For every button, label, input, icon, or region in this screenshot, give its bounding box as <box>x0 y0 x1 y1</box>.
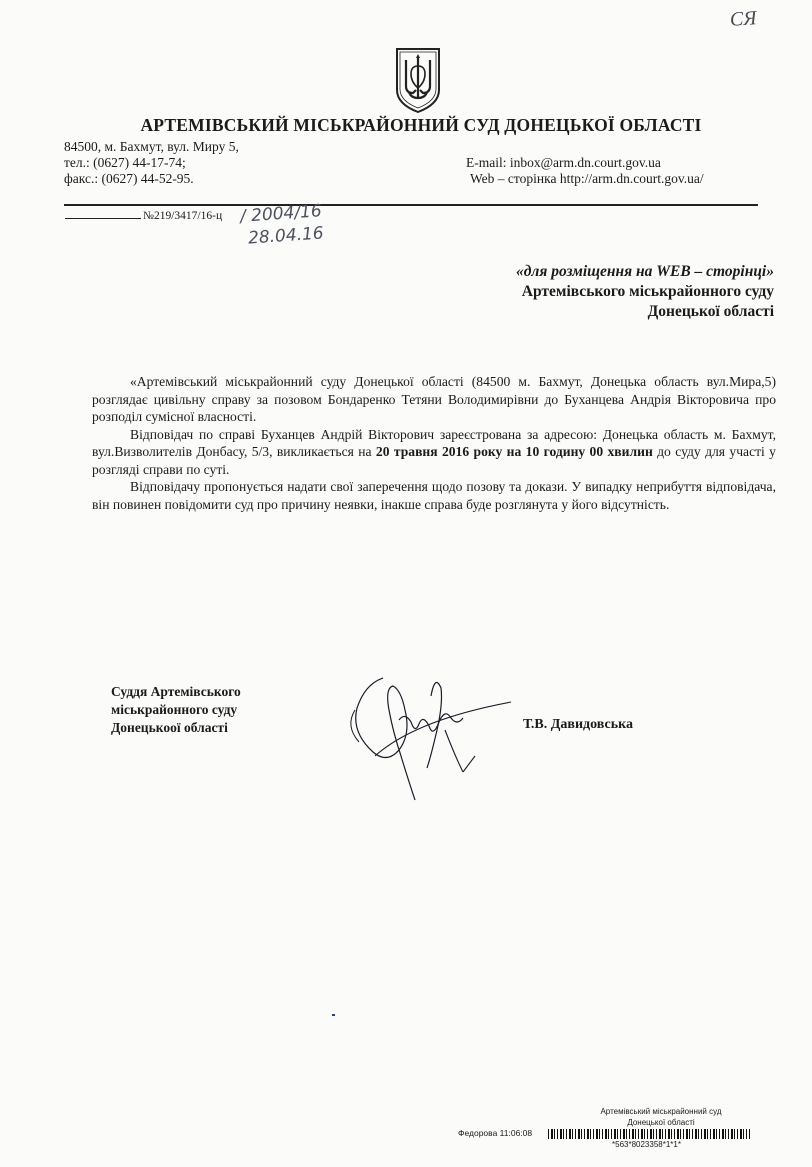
paragraph-2-start: Відповідач по справі Буханцев Андрій Вікторович зареєстрована за адресою: Донецька область м. Бахмут, вул.Визволителів Донбасу, 5/3, викликається на <box>92 426 776 459</box>
stamp-user-time: Федорова 11:06:08 <box>458 1128 533 1138</box>
addressee-line-3: Донецької області <box>647 303 774 320</box>
judge-title-line-1: Суддя Артемівського <box>111 684 241 699</box>
judge-title-line-2: міськрайонного суду <box>111 702 238 717</box>
notice-body <box>92 373 776 513</box>
coat-of-arms-icon <box>394 46 442 114</box>
corner-handwritten-mark: СЯ <box>729 7 758 31</box>
addressee-block <box>516 262 774 322</box>
barcode-number: *563*8023358*1*1* <box>612 1140 681 1149</box>
handwritten-signature <box>335 660 515 810</box>
ink-dot <box>332 1014 335 1016</box>
court-website: Web – сторінка http://arm.dn.court.gov.ua/ <box>470 171 704 186</box>
paragraph-2-end: до суду для участі у розгляді справи по суті. <box>92 444 776 477</box>
court-address: 84500, м. Бахмут, вул. Миру 5, <box>64 139 239 154</box>
hearing-date: 20 травня 2016 року на 10 годину 00 хвилин <box>375 444 653 459</box>
notice-paragraph-3: Відповідачу пропонується надати свої заперечення щодо позову та докази. У випадку неприбуття відповідача, він повинен повідомити суд про причину неявки, інакше справа буде розглянута у його відсутність. <box>92 479 776 512</box>
judge-title-block <box>111 683 241 737</box>
judge-name: Т.В. Давидовська <box>523 717 633 732</box>
stamp-court-line-1: Артемівський міськрайонний суд <box>600 1107 722 1116</box>
date-blank-line <box>65 208 141 219</box>
barcode <box>548 1129 750 1139</box>
addressee-line-2: Артемівського міськрайонного суду <box>521 283 774 300</box>
court-title: АРТЕМІВСЬКИЙ МІСЬКРАЙОННИЙ СУД ДОНЕЦЬКОЇ ОБЛАСТІ <box>140 115 702 135</box>
notice-paragraph-1: «Артемівський міськрайонний суду Донецької області (84500 м. Бахмут, Донецька область вул.Мира,5) розглядає цивільну справу за позовом Бондаренко Тетяни Володимирівни до Буханцева Андрія Вікторовича про розподіл сумісної власності. <box>92 374 776 424</box>
header-divider <box>64 204 758 206</box>
notice-paragraph-2 <box>92 426 776 479</box>
registration-number <box>65 208 222 222</box>
court-email: E-mail: inbox@arm.dn.court.gov.ua <box>466 155 661 170</box>
judge-title-line-3: Донецькоої області <box>111 720 228 735</box>
handwritten-date: 28.04.16 <box>247 223 325 249</box>
court-fax: факс.: (0627) 44-52-95. <box>64 171 194 186</box>
registration-stamp-court <box>586 1106 736 1128</box>
registration-number-text: №219/3417/16-ц <box>143 210 223 222</box>
handwritten-incoming-number: / 2004/16 <box>239 201 323 227</box>
addressee-line-1: «для розміщення на WEB – сторінці» <box>515 263 774 280</box>
stamp-court-line-2: Донецької області <box>627 1118 695 1127</box>
court-phone: тел.: (0627) 44-17-74; <box>64 155 186 170</box>
